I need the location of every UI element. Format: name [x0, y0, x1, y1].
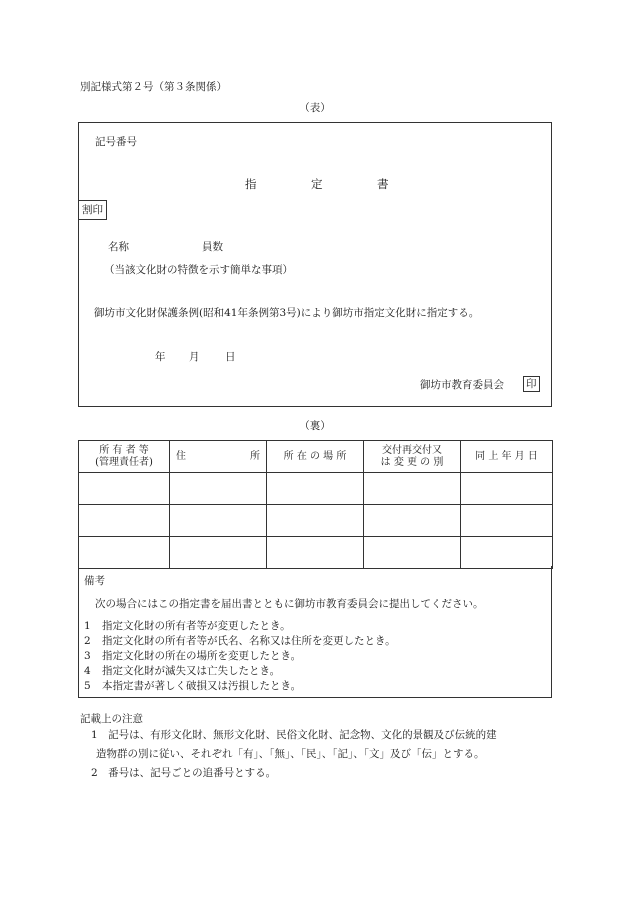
- title-char-1: 指: [245, 177, 257, 191]
- kigo-bango-label: 記号番号: [95, 136, 137, 148]
- table-cell[interactable]: [79, 537, 170, 569]
- instruction-item-1: 1 記号は、有形文化財、無形文化財、民俗文化財、記念物、文化的景観及び伝統的建: [91, 729, 497, 741]
- notes-title: 備考: [84, 575, 105, 587]
- form-label: 別記様式第２号（第３条関係）: [80, 81, 227, 93]
- date-month: 月: [189, 351, 200, 363]
- notes-box: [78, 566, 552, 698]
- record-table: [78, 440, 553, 569]
- table-row: [79, 473, 553, 505]
- table-cell[interactable]: [267, 473, 364, 505]
- date-header: 同 上 年 月 日: [461, 441, 553, 473]
- note-number: 2: [84, 635, 91, 647]
- address-header-left: 住: [176, 450, 186, 462]
- address-header-right: 所: [250, 450, 260, 462]
- note-item: [84, 663, 280, 678]
- table-cell[interactable]: [79, 505, 170, 537]
- table-cell[interactable]: [364, 537, 461, 569]
- table-cell[interactable]: [79, 473, 170, 505]
- issue-type-header: [364, 441, 461, 473]
- instruction-item-1-cont: 造物群の別に従い、それぞれ「有」、「無」、「民」、「記」、「文」及び「伝」とする。: [96, 748, 485, 760]
- seal-box: 印: [523, 376, 540, 392]
- front-side-label: （表）: [299, 102, 331, 114]
- certificate-front: [78, 122, 552, 407]
- feature-note: （当該文化財の特徴を示す簡単な事項）: [104, 264, 293, 276]
- count-label: 員数: [202, 241, 223, 253]
- declaration-text: 御坊市文化財保護条例(昭和41年条例第3号)により御坊市指定文化財に指定する。: [94, 307, 480, 319]
- instruction-item-2: 2 番号は、記号ごとの追番号とする。: [91, 767, 277, 779]
- table-cell[interactable]: [364, 473, 461, 505]
- owner-header: [79, 441, 170, 473]
- issue-header-line2: は 変 更 の 別: [380, 456, 444, 468]
- table-cell[interactable]: [364, 505, 461, 537]
- table-header-row: [79, 441, 553, 473]
- table-row: [79, 537, 553, 569]
- notes-intro: 次の場合にはこの指定書を届出書とともに御坊市教育委員会に提出してください。: [95, 598, 484, 610]
- note-item: [84, 618, 291, 633]
- note-text: 指定文化財の所有者等が氏名、名称又は住所を変更したとき。: [102, 635, 396, 647]
- issuer-name: 御坊市教育委員会: [420, 379, 504, 391]
- note-text: 指定文化財の所有者等が変更したとき。: [102, 620, 291, 632]
- owner-header-line1: 所 有 者 等: [99, 444, 149, 456]
- title-char-2: 定: [311, 177, 323, 191]
- table-cell[interactable]: [461, 473, 553, 505]
- note-number: 4: [84, 665, 91, 677]
- table-cell[interactable]: [461, 505, 553, 537]
- note-item: [84, 678, 301, 693]
- back-side-label: （裏）: [299, 420, 331, 432]
- table-row: [79, 505, 553, 537]
- table-cell[interactable]: [170, 537, 267, 569]
- note-number: 1: [84, 620, 91, 632]
- address-header: [170, 441, 267, 473]
- note-text: 指定文化財が滅失又は亡失したとき。: [102, 665, 281, 677]
- note-text: 指定文化財の所在の場所を変更したとき。: [102, 650, 302, 662]
- owner-header-line2: (管理責任者): [95, 456, 153, 468]
- table-cell[interactable]: [170, 505, 267, 537]
- name-label: 名称: [108, 241, 129, 253]
- location-header: 所 在 の 場 所: [267, 441, 364, 473]
- table-cell[interactable]: [267, 505, 364, 537]
- instructions-title: 記載上の注意: [80, 713, 143, 725]
- issue-header-line1: 交付再交付又: [382, 444, 442, 456]
- note-item: [84, 648, 301, 663]
- title-char-3: 書: [377, 177, 389, 191]
- table-cell[interactable]: [461, 537, 553, 569]
- date-year: 年: [155, 351, 166, 363]
- note-item: [84, 633, 396, 648]
- date-day: 日: [225, 351, 236, 363]
- table-cell[interactable]: [170, 473, 267, 505]
- note-number: 5: [84, 680, 91, 692]
- table-cell[interactable]: [267, 537, 364, 569]
- wariin-box: 割印: [78, 200, 107, 220]
- note-text: 本指定書が著しく破損又は汚損したとき。: [102, 680, 302, 692]
- note-number: 3: [84, 650, 91, 662]
